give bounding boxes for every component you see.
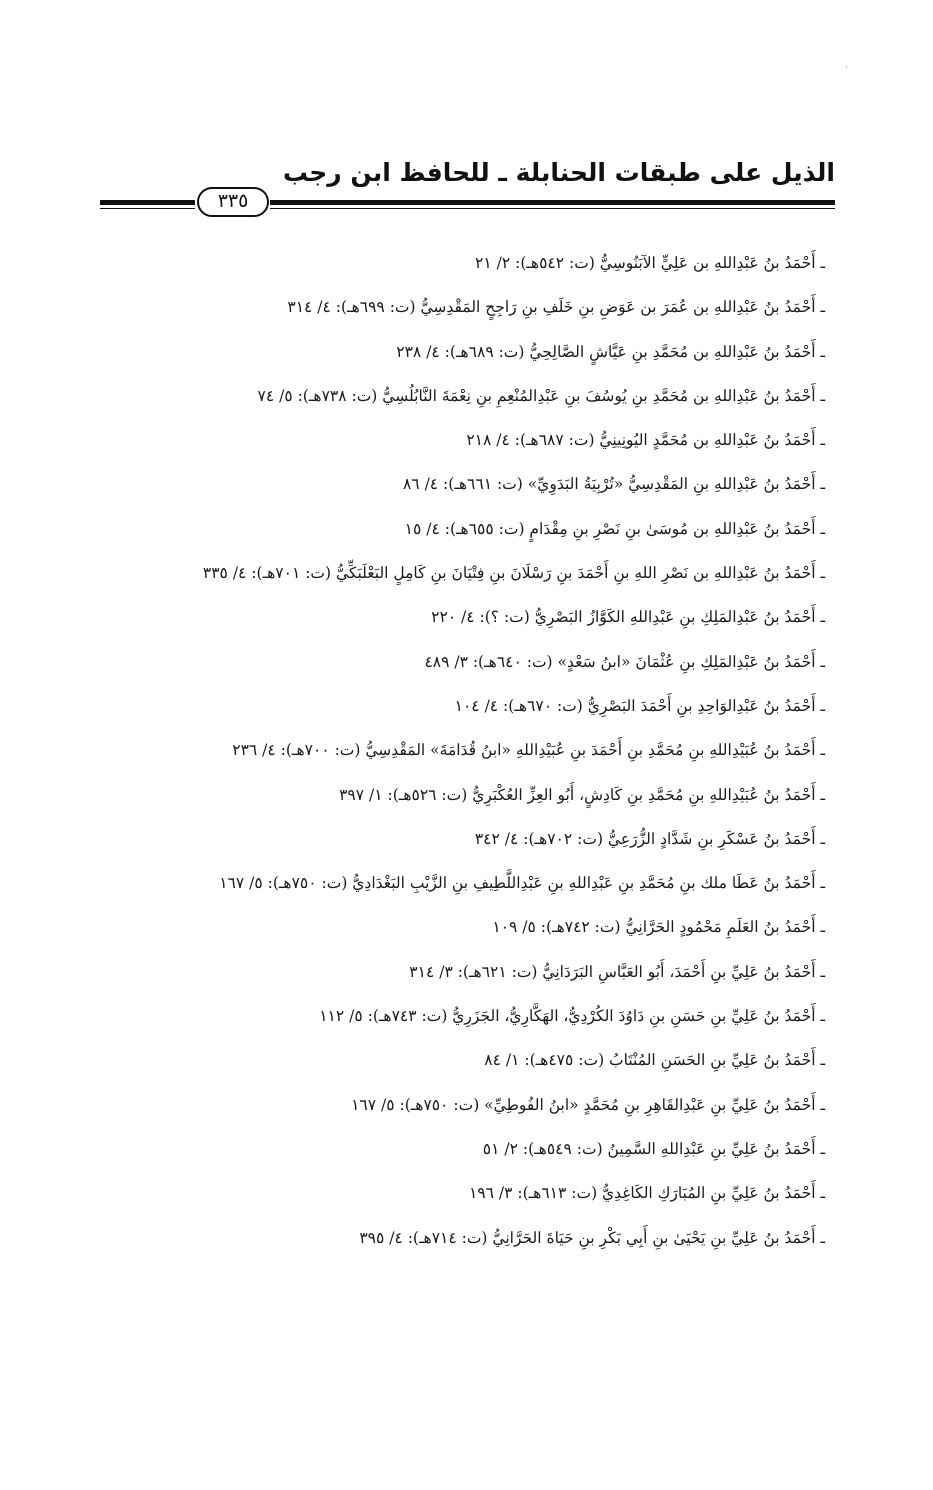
index-entry: ـ أَحْمَدُ بنُ عَطَا ملك بنِ مُحَمَّدِ بنِ عَبْدِاللهِ بنِ عَبْدِاللَّطِيفِ بنِ الزَّيْبِ البَغْدَادِيُّ (ت: ٧٥٠هـ): ٥/ ١٦٧	[219, 874, 825, 893]
index-entry: ـ أَحْمَدُ بنُ عَلِيِّ بنِ أَحْمَدَ، أَبُو العَبَّاسِ البَرَدَانِيُّ (ت: ٦٢١هـ): ٣/ ٣١٤	[409, 962, 825, 981]
header-rule-right	[270, 200, 835, 205]
index-entry: ـ أَحْمَدُ بنُ عَبْدِاللهِ بنِ المَقْدِسِيُّ «تُرْبِيَةُ البَدَوِيِّ» (ت: ٦٦١هـ): ٤/ ٨٦	[402, 475, 825, 494]
index-entry: ـ أَحْمَدُ بنُ عَبْدِاللهِ بن مُحَمَّدِ بنِ يُوسُفَ بنِ عَبْدِالمُنْعِمِ بنِ نِعْمَةَ النَّابُلُسِيُّ (ت: ٧٣٨هـ): ٥/ ٧٤	[257, 386, 825, 405]
index-entry: ـ أَحْمَدُ بنُ عَبْدِاللهِ بن مُوسَىٰ بنِ نَصْرِ بنِ مِقْدَامٍ (ت: ٦٥٥هـ): ٤/ ١٥	[404, 519, 825, 538]
index-entry: ـ أَحْمَدُ بنُ عَلِيِّ بنِ عَبْدِاللهِ السَّمِينُ (ت: ٥٤٩هـ): ٢/ ٥١	[482, 1139, 825, 1158]
index-entry: ـ أَحْمَدُ بنُ عَلِيِّ بنِ حَسَنِ بنِ دَاوُدَ الكُرْدِيُّ، الهَكَّارِيُّ، الجَزَرِيُّ (ت: ٧٤٣هـ): ٥/ ١١٢	[319, 1007, 825, 1026]
running-title: الذيل على طبقات الحنابلة ـ للحافظ ابن رجب	[282, 158, 835, 187]
scan-speck	[846, 66, 847, 68]
index-entry: ـ أَحْمَدُ بنُ عَبْدِاللهِ بن نَصْرِ اللهِ بنِ أَحْمَدَ بنِ رَسْلَانَ بنِ فِتْيَانَ بنِ كَامِلٍ البَعْلَبَكِّيُّ (ت: ٧٠١هـ): ٤/ ٣٣٥	[202, 564, 825, 583]
page-header	[100, 152, 835, 222]
index-entry: ـ أَحْمَدُ بنُ عُبَيْدِاللهِ بنِ مُحَمَّدِ بنِ أَحْمَدَ بنِ عُبَيْدِاللهِ «ابنُ قُدَامَةَ» المَقْدِسِيُّ (ت: ٧٠٠هـ): ٤/ ٢٣٦	[232, 741, 825, 760]
index-entry: ـ أَحْمَدُ بنُ عَسْكَرِ بنِ شَدَّادٍ الزُّرَعِيُّ (ت: ٧٠٢هـ): ٤/ ٣٤٢	[474, 829, 825, 848]
index-entry: ـ أَحْمَدُ بنُ عَبْدِالمَلِكِ بنِ عُثْمَانَ «ابنُ سَعْدٍ» (ت: ٦٤٠هـ): ٣/ ٤٨٩	[424, 652, 825, 671]
index-entry: ـ أَحْمَدُ بنُ العَلَمِ مَحْمُودٍ الحَرَّانِيُّ (ت: ٧٤٢هـ): ٥/ ١٠٩	[492, 918, 825, 937]
index-entry-list	[125, 246, 825, 1265]
page-number: ٣٣٥	[197, 187, 269, 217]
header-rule-right-thin	[270, 208, 835, 209]
header-rule-left	[100, 200, 195, 205]
index-entry: ـ أَحْمَدُ بنُ عَبْدِاللهِ بن مُحَمَّدِ بنِ عَيَّاشٍ الصَّالِحِيُّ (ت: ٦٨٩هـ): ٤/ ٢٣٨	[396, 342, 825, 361]
index-entry: ـ أَحْمَدُ بنُ عَبْدِاللهِ بن عُمَرَ بن عَوَضِ بنِ خَلَفِ بنِ رَاجِحٍ المَقْدِسِيُّ (ت: ٦٩٩هـ): ٤/ ٣١٤	[287, 298, 825, 317]
index-entry: ـ أَحْمَدُ بنُ عَلِيِّ بنِ عَبْدِالقَاهِرِ بنِ مُحَمَّدٍ «ابنُ الفُوطِيِّ» (ت: ٧٥٠هـ): ٥/ ١٦٧	[351, 1095, 825, 1114]
index-entry: ـ أَحْمَدُ بنُ عُبَيْدِاللهِ بنِ مُحَمَّدِ بنِ كَادِشٍ، أَبُو العِزِّ العُكْبَرِيُّ (ت: ٥٢٦هـ): ١/ ٣٩٧	[339, 785, 825, 804]
index-entry: ـ أَحْمَدُ بنُ عَبْدِالمَلِكِ بنِ عَبْدِاللهِ الكَوَّازُ البَصْرِيُّ (ت: ؟): ٤/ ٢٢٠	[431, 608, 825, 627]
index-entry: ـ أَحْمَدُ بنُ عَبْدِاللهِ بن عَلِيٍّ الآبَنُوسِيُّ (ت: ٥٤٢هـ): ٢/ ٢١	[475, 254, 825, 272]
index-entry: ـ أَحْمَدُ بنُ عَبْدِالوَاحِدِ بنِ أَحْمَدَ البَصْرِيُّ (ت: ٦٧٠هـ): ٤/ ١٠٤	[454, 696, 825, 715]
index-entry: ـ أَحْمَدُ بنُ عَلِيِّ بنِ المُبَارَكِ الكَاغِدِيُّ (ت: ٦١٣هـ): ٣/ ١٩٦	[468, 1184, 825, 1203]
index-entry: ـ أَحْمَدُ بنُ عَلِيِّ بنِ يَحْيَىٰ بنِ أَبِي بَكْرِ بنِ حَيَاةَ الحَرَّانِيُّ (ت: ٧١٤هـ): ٤/ ٣٩٥	[359, 1228, 825, 1247]
index-entry: ـ أَحْمَدُ بنُ عَبْدِاللهِ بن مُحَمَّدٍ اليُونِينِيُّ (ت: ٦٨٧هـ): ٤/ ٢١٨	[466, 431, 825, 450]
index-entry: ـ أَحْمَدُ بنُ عَلِيِّ بنِ الحَسَنِ المُنْتَابُ (ت: ٤٧٥هـ): ١/ ٨٤	[484, 1051, 825, 1070]
header-rule-left-thin	[100, 208, 195, 209]
